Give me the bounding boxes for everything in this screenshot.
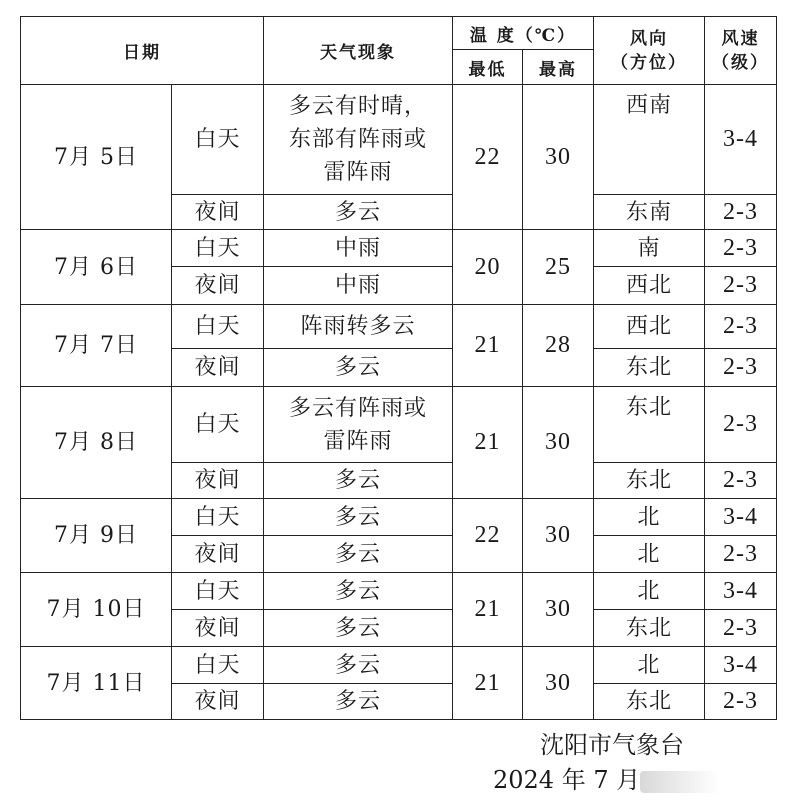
- date-cell: 7月 11日: [21, 647, 172, 720]
- day-wind-direction: 西北: [594, 305, 705, 349]
- obscured-date-region: [640, 771, 720, 793]
- period-day: 白天: [172, 387, 264, 463]
- min-temp: 21: [453, 647, 523, 720]
- period-night: 夜间: [172, 267, 264, 305]
- night-wind-speed: 2-3: [705, 267, 777, 305]
- period-day: 白天: [172, 647, 264, 684]
- header-date: 日期: [21, 17, 264, 85]
- night-wind-direction: 东北: [594, 610, 705, 647]
- night-weather: 多云: [264, 349, 453, 387]
- day-wind-direction: 西南: [594, 85, 705, 195]
- day-weather: 多云: [264, 647, 453, 684]
- day-weather: 中雨: [264, 230, 453, 267]
- day-wind-direction: 南: [594, 230, 705, 267]
- date-cell: 7月 5日: [21, 85, 172, 230]
- date-cell: 7月 8日: [21, 387, 172, 499]
- day-wind-direction: 北: [594, 647, 705, 684]
- max-temp: 28: [523, 305, 594, 387]
- night-weather: 多云: [264, 463, 453, 499]
- header-max-temp: 最高: [523, 50, 594, 85]
- day-wind-speed: 3-4: [705, 573, 777, 610]
- night-wind-speed: 2-3: [705, 463, 777, 499]
- night-weather: 多云: [264, 684, 453, 720]
- night-wind-direction: 东北: [594, 684, 705, 720]
- day-wind-speed: 3-4: [705, 499, 777, 536]
- day-wind-speed: 3-4: [705, 647, 777, 684]
- min-temp: 21: [453, 305, 523, 387]
- night-wind-speed: 2-3: [705, 195, 777, 230]
- max-temp: 30: [523, 85, 594, 230]
- night-weather: 多云: [264, 195, 453, 230]
- header-weather: 天气现象: [264, 17, 453, 85]
- max-temp: 30: [523, 573, 594, 647]
- date-cell: 7月 7日: [21, 305, 172, 387]
- period-day: 白天: [172, 499, 264, 536]
- day-wind-speed: 3-4: [705, 85, 777, 195]
- period-day: 白天: [172, 230, 264, 267]
- night-weather: 多云: [264, 536, 453, 573]
- min-temp: 22: [453, 85, 523, 230]
- day-weather: 多云有阵雨或 雷阵雨: [264, 387, 453, 463]
- night-weather: 中雨: [264, 267, 453, 305]
- day-weather: 多云: [264, 499, 453, 536]
- night-wind-direction: 西北: [594, 267, 705, 305]
- issuing-agency: 沈阳市气象台: [540, 731, 684, 759]
- min-temp: 22: [453, 499, 523, 573]
- max-temp: 30: [523, 387, 594, 499]
- period-day: 白天: [172, 305, 264, 349]
- night-wind-direction: 东北: [594, 349, 705, 387]
- header-wind-speed: 风速 （级）: [705, 17, 777, 85]
- night-wind-direction: 北: [594, 536, 705, 573]
- night-wind-direction: 东南: [594, 195, 705, 230]
- max-temp: 30: [523, 499, 594, 573]
- date-cell: 7月 9日: [21, 499, 172, 573]
- date-cell: 7月 10日: [21, 573, 172, 647]
- day-weather: 多云: [264, 573, 453, 610]
- period-day: 白天: [172, 573, 264, 610]
- period-night: 夜间: [172, 195, 264, 230]
- day-weather: 阵雨转多云: [264, 305, 453, 349]
- night-wind-speed: 2-3: [705, 349, 777, 387]
- period-night: 夜间: [172, 536, 264, 573]
- issue-date-text: 2024 年 7 月: [493, 766, 641, 794]
- header-min-temp: 最低: [453, 50, 523, 85]
- night-wind-speed: 2-3: [705, 536, 777, 573]
- day-wind-direction: 东北: [594, 387, 705, 463]
- header-wind-direction: 风向 （方位）: [594, 17, 705, 85]
- day-wind-direction: 北: [594, 499, 705, 536]
- night-wind-speed: 2-3: [705, 610, 777, 647]
- period-night: 夜间: [172, 349, 264, 387]
- period-night: 夜间: [172, 610, 264, 647]
- day-wind-direction: 北: [594, 573, 705, 610]
- day-wind-speed: 2-3: [705, 305, 777, 349]
- night-wind-speed: 2-3: [705, 684, 777, 720]
- date-cell: 7月 6日: [21, 230, 172, 305]
- period-night: 夜间: [172, 463, 264, 499]
- forecast-table: [20, 16, 777, 720]
- period-night: 夜间: [172, 684, 264, 720]
- day-weather: 多云有时晴， 东部有阵雨或 雷阵雨: [264, 85, 453, 195]
- day-wind-speed: 2-3: [705, 230, 777, 267]
- max-temp: 25: [523, 230, 594, 305]
- day-wind-speed: 2-3: [705, 387, 777, 463]
- night-wind-direction: 东北: [594, 463, 705, 499]
- max-temp: 30: [523, 647, 594, 720]
- issue-date: [493, 760, 720, 795]
- min-temp: 20: [453, 230, 523, 305]
- min-temp: 21: [453, 573, 523, 647]
- period-day: 白天: [172, 85, 264, 195]
- night-weather: 多云: [264, 610, 453, 647]
- header-temperature: 温 度（℃）: [453, 17, 594, 50]
- min-temp: 21: [453, 387, 523, 499]
